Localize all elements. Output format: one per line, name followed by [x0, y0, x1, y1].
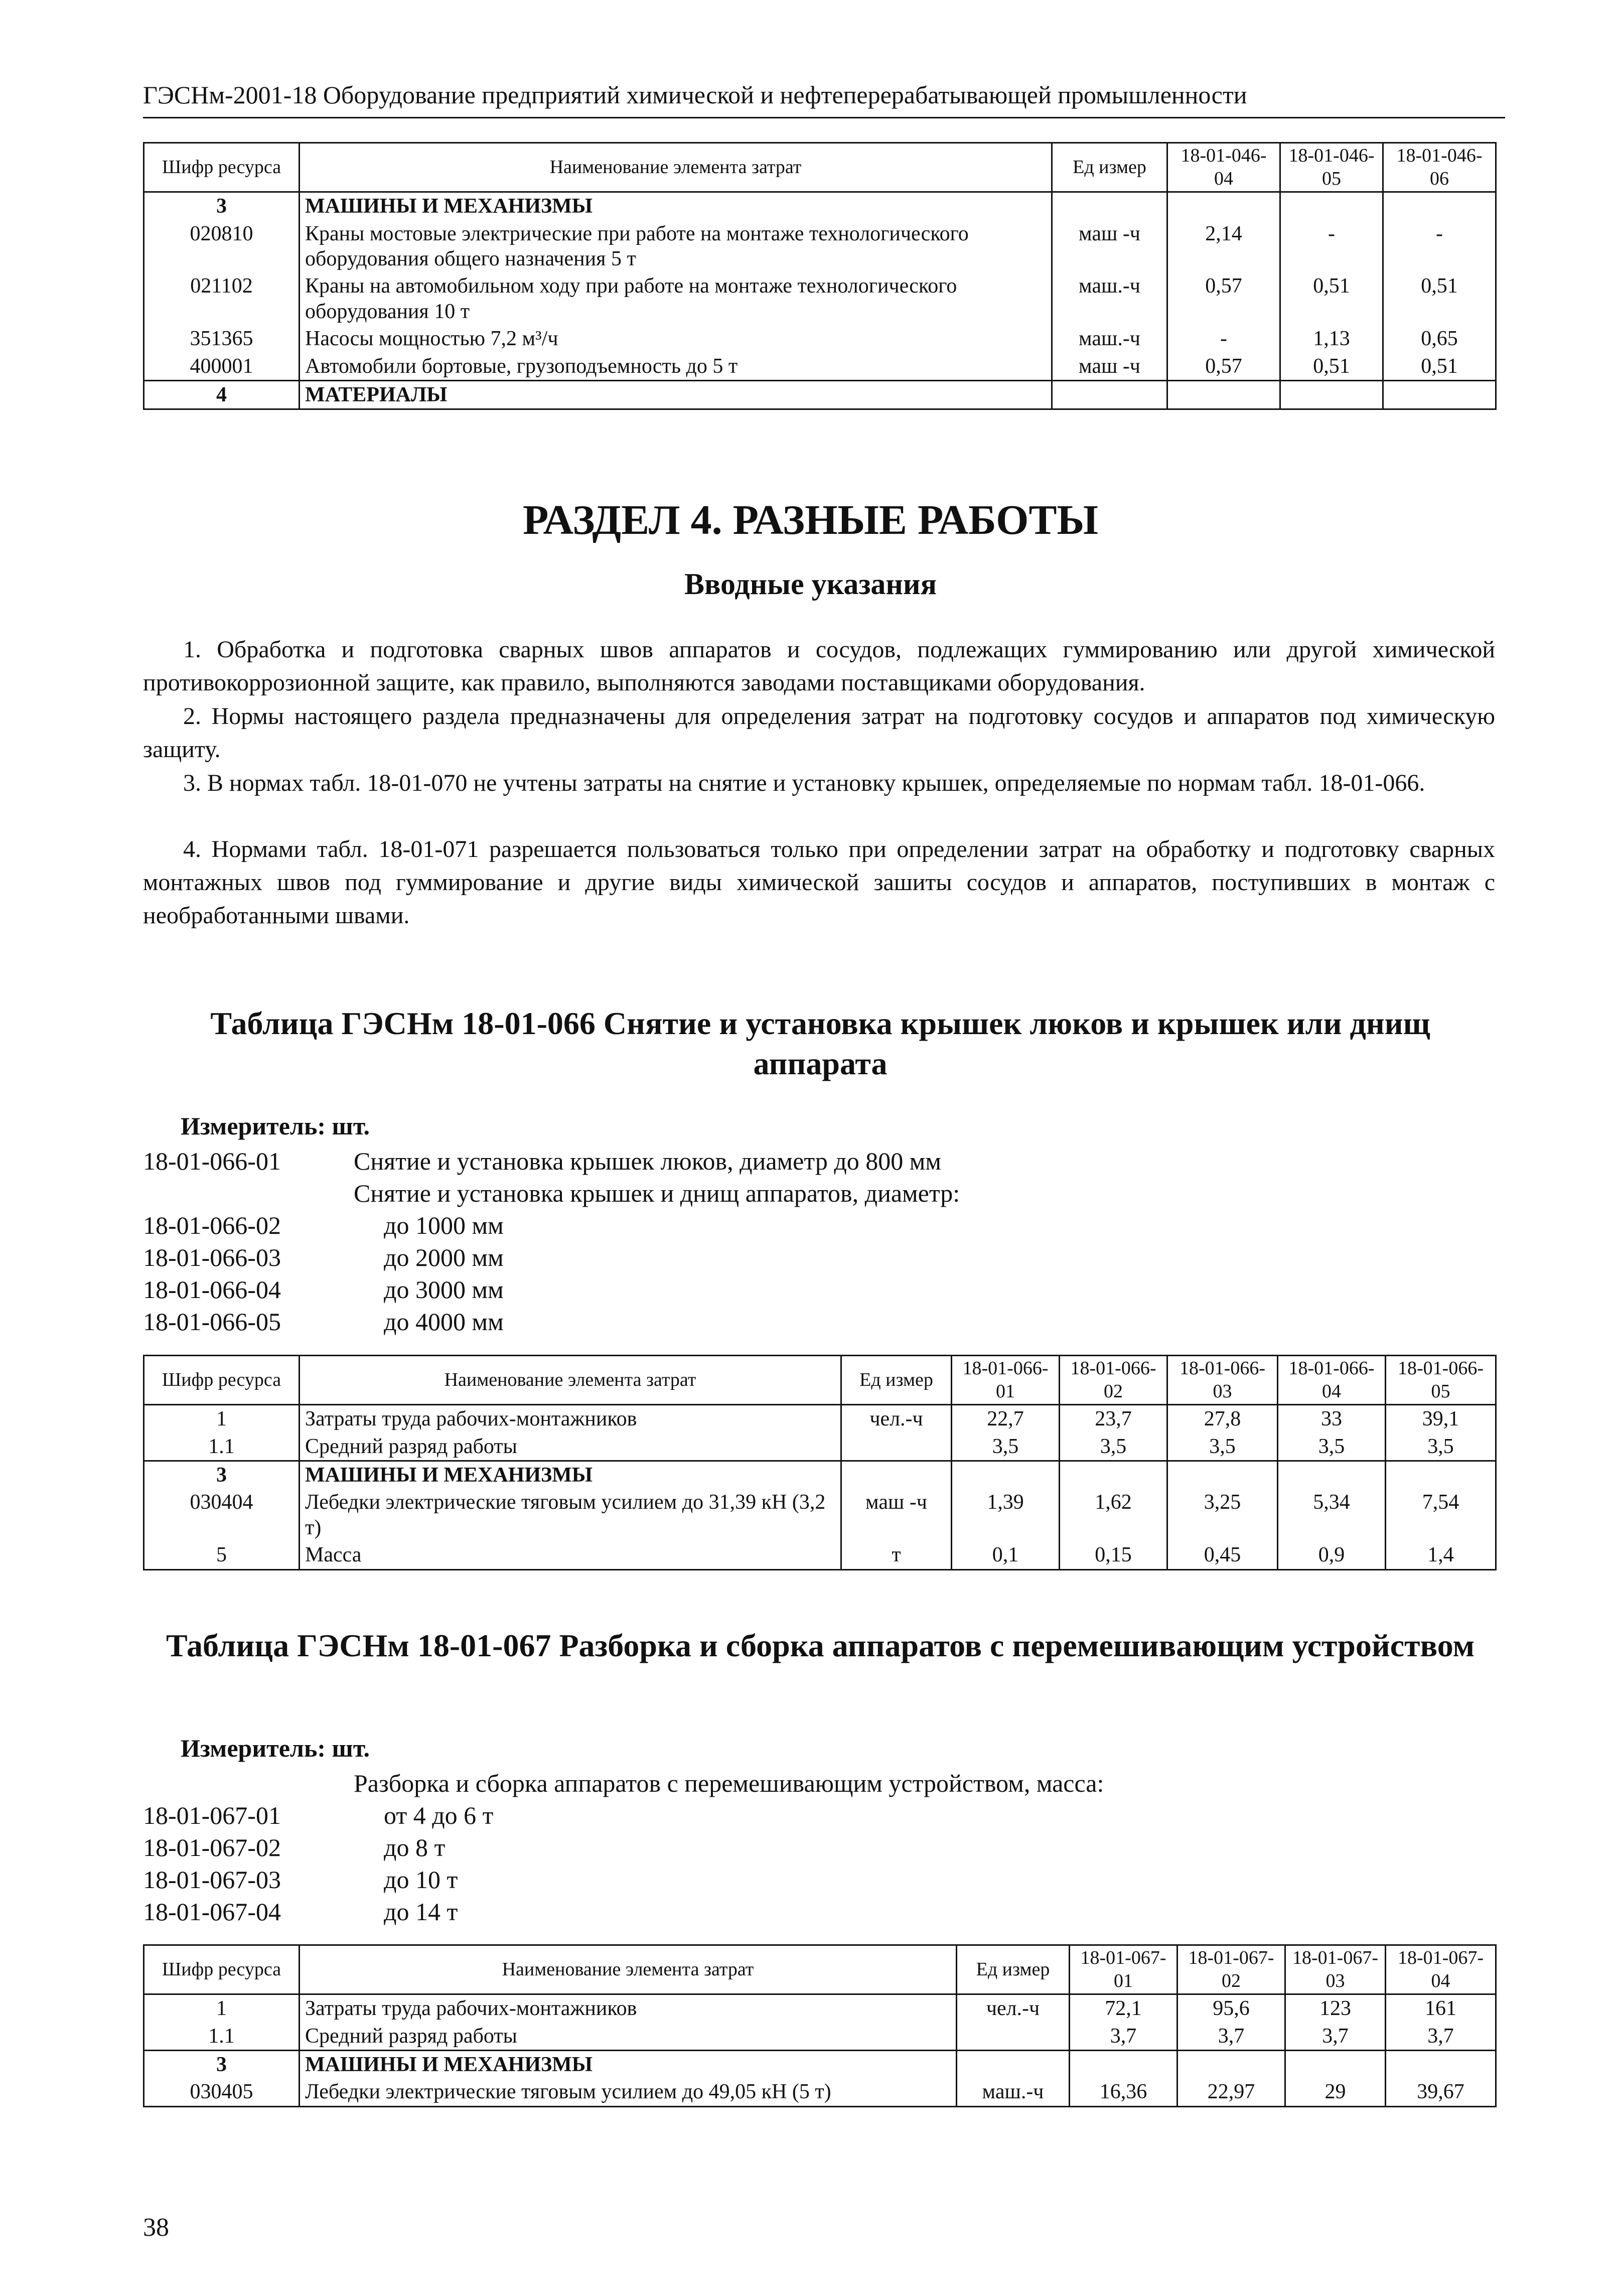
- code-list-item: [143, 1306, 1447, 1338]
- value-cell: 123: [1285, 1994, 1386, 2023]
- value-cell: 3,5: [952, 1433, 1060, 1461]
- value-cell: 0,65: [1383, 325, 1496, 352]
- column-header: Наименование элемента затрат: [300, 1356, 841, 1405]
- value-cell: 0,51: [1280, 353, 1383, 381]
- column-header: 18-01-067-02: [1177, 1945, 1285, 1994]
- value-cell: 0,51: [1383, 353, 1496, 381]
- table-row: [144, 2023, 1496, 2051]
- code-list-item: [143, 1177, 1447, 1209]
- item-text: Снятие и установка крышек и днищ аппаратов, диаметр:: [354, 1179, 960, 1207]
- table-row: [144, 380, 1496, 409]
- value-cell: 3,5: [1060, 1433, 1167, 1461]
- code-list-item: [143, 1831, 1447, 1863]
- column-header: Шифр ресурса: [144, 1356, 300, 1405]
- item-text: до 10 т: [384, 1866, 458, 1894]
- column-header: Наименование элемента затрат: [300, 1945, 957, 1994]
- unit-cell: [1052, 380, 1167, 409]
- value-cell: 1,39: [952, 1489, 1060, 1541]
- value-cell: [1383, 192, 1496, 220]
- column-header: 18-01-066-04: [1278, 1356, 1386, 1405]
- value-cell: 3,7: [1386, 2023, 1496, 2051]
- cost-element-cell: Краны мостовые электрические при работе на монтаже технологического оборудования общего назначения 5 т: [300, 220, 1052, 273]
- value-cell: 22,7: [952, 1405, 1060, 1433]
- value-cell: [1386, 1461, 1496, 1489]
- value-cell: 27,8: [1167, 1405, 1278, 1433]
- cost-element-cell: Лебедки электрические тяговым усилием до 49,05 кН (5 т): [300, 2078, 957, 2106]
- unit-cell: маш.-ч: [1052, 325, 1167, 352]
- value-cell: 3,5: [1278, 1433, 1386, 1461]
- section-subtitle: Вводные указания: [684, 567, 937, 601]
- value-cell: -: [1167, 325, 1280, 352]
- value-cell: 0,9: [1278, 1541, 1386, 1569]
- value-cell: 1,13: [1280, 325, 1383, 352]
- value-cell: 7,54: [1386, 1489, 1496, 1541]
- value-cell: [1280, 380, 1383, 409]
- unit-cell: маш.-ч: [957, 2078, 1070, 2106]
- table-row: [144, 2078, 1496, 2106]
- value-cell: 1,62: [1060, 1489, 1167, 1541]
- table-row: [144, 353, 1496, 381]
- column-header: Шифр ресурса: [144, 143, 300, 192]
- value-cell: -: [1280, 220, 1383, 273]
- item-text: Разборка и сборка аппаратов с перемешивающим устройством, масса:: [354, 1769, 1104, 1797]
- item-text: до 8 т: [384, 1833, 446, 1861]
- column-header: 18-01-046-06: [1383, 143, 1496, 192]
- item-code: 18-01-066-05: [143, 1308, 281, 1336]
- column-header: 18-01-066-01: [952, 1356, 1060, 1405]
- table-046: [143, 142, 1497, 410]
- value-cell: 23,7: [1060, 1405, 1167, 1433]
- table-header-row: [144, 1356, 1496, 1405]
- item-code: 18-01-066-04: [143, 1275, 281, 1304]
- item-code: 18-01-067-04: [143, 1898, 281, 1926]
- value-cell: 2,14: [1167, 220, 1280, 273]
- value-cell: 161: [1386, 1994, 1496, 2023]
- column-header: 18-01-066-05: [1386, 1356, 1496, 1405]
- value-cell: 3,5: [1167, 1433, 1278, 1461]
- value-cell: 29: [1285, 2078, 1386, 2106]
- cost-element-cell: МАШИНЫ И МЕХАНИЗМЫ: [300, 2050, 957, 2078]
- intro-paragraph-3: 3. В нормах табл. 18-01-070 не учтены затраты на снятие и установку крышек, определяемые по нормам табл. 18-01-066.: [183, 770, 1425, 796]
- column-header: 18-01-066-03: [1167, 1356, 1278, 1405]
- resource-code-cell: 1: [144, 1994, 300, 2023]
- value-cell: [1386, 2050, 1496, 2078]
- cost-element-cell: Затраты труда рабочих-монтажников: [300, 1405, 841, 1433]
- unit-cell: т: [841, 1541, 952, 1569]
- table-row: [144, 272, 1496, 325]
- cost-element-cell: Средний разряд работы: [300, 1433, 841, 1461]
- item-code: 18-01-066-02: [143, 1211, 281, 1239]
- code-list-item: [143, 1241, 1447, 1273]
- code-list-item: [143, 1799, 1447, 1831]
- value-cell: 39,1: [1386, 1405, 1496, 1433]
- cost-element-cell: Лебедки электрические тяговым усилием до 31,39 кН (3,2 т): [300, 1489, 841, 1541]
- column-header: 18-01-067-01: [1070, 1945, 1177, 1994]
- unit-cell: маш -ч: [1052, 353, 1167, 381]
- column-header: Ед измер: [1052, 143, 1167, 192]
- unit-cell: маш -ч: [1052, 220, 1167, 273]
- header-rule: [143, 117, 1505, 118]
- cost-element-cell: Автомобили бортовые, грузоподъемность до 5 т: [300, 353, 1052, 381]
- value-cell: [1285, 2050, 1386, 2078]
- value-cell: 22,97: [1177, 2078, 1285, 2106]
- table-067: [143, 1944, 1497, 2107]
- item-text: до 1000 мм: [384, 1211, 504, 1239]
- item-text: от 4 до 6 т: [384, 1801, 494, 1829]
- table-066-title: Таблица ГЭСНм 18-01-066 Снятие и установка крышек люков и крышек или днищ аппарата: [210, 1006, 1430, 1081]
- resource-code-cell: 1: [144, 1405, 300, 1433]
- column-header: 18-01-046-05: [1280, 143, 1383, 192]
- value-cell: 3,7: [1177, 2023, 1285, 2051]
- measure-label: Измеритель:: [181, 1734, 326, 1762]
- resource-code-cell: 351365: [144, 325, 300, 352]
- item-code: 18-01-067-02: [143, 1833, 281, 1861]
- cost-element-cell: Насосы мощностью 7,2 м³/ч: [300, 325, 1052, 352]
- cost-element-cell: Масса: [300, 1541, 841, 1569]
- value-cell: 3,25: [1167, 1489, 1278, 1541]
- table-row: [144, 192, 1496, 220]
- value-cell: [1060, 1461, 1167, 1489]
- value-cell: 0,15: [1060, 1541, 1167, 1569]
- value-cell: 0,1: [952, 1541, 1060, 1569]
- value-cell: 95,6: [1177, 1994, 1285, 2023]
- column-header: Ед измер: [841, 1356, 952, 1405]
- value-cell: 0,51: [1280, 272, 1383, 325]
- value-cell: 3,7: [1070, 2023, 1177, 2051]
- table-row: [144, 1461, 1496, 1489]
- value-cell: 39,67: [1386, 2078, 1496, 2106]
- value-cell: -: [1383, 220, 1496, 273]
- running-header: ГЭСНм-2001-18 Оборудование предприятий химической и нефтеперерабатывающей промышленности: [143, 81, 1247, 109]
- value-cell: [1383, 380, 1496, 409]
- value-cell: 0,51: [1383, 272, 1496, 325]
- unit-cell: чел.-ч: [841, 1405, 952, 1433]
- measure-value: шт.: [332, 1112, 370, 1140]
- value-cell: [1167, 380, 1280, 409]
- column-header: 18-01-066-02: [1060, 1356, 1167, 1405]
- table-row: [144, 1489, 1496, 1541]
- item-code: 18-01-067-01: [143, 1801, 281, 1829]
- code-list-item: [143, 1145, 1447, 1177]
- measure-value: шт.: [332, 1734, 370, 1762]
- cost-element-cell: Затраты труда рабочих-монтажников: [300, 1994, 957, 2023]
- item-text: до 14 т: [384, 1898, 458, 1926]
- table-row: [144, 1405, 1496, 1433]
- table-066: [143, 1355, 1497, 1570]
- cost-element-cell: Краны на автомобильном ходу при работе на монтаже технологического оборудования 10 т: [300, 272, 1052, 325]
- value-cell: [1280, 192, 1383, 220]
- value-cell: [1177, 2050, 1285, 2078]
- item-text: до 3000 мм: [384, 1275, 504, 1304]
- table-row: [144, 1433, 1496, 1461]
- table-header-row: [144, 1945, 1496, 1994]
- unit-cell: [957, 2050, 1070, 2078]
- resource-code-cell: 5: [144, 1541, 300, 1569]
- value-cell: 1,4: [1386, 1541, 1496, 1569]
- code-list-item: [143, 1863, 1447, 1896]
- resource-code-cell: 3: [144, 192, 300, 220]
- resource-code-cell: 1.1: [144, 1433, 300, 1461]
- table-067-measure: [181, 1734, 370, 1763]
- value-cell: 0,45: [1167, 1541, 1278, 1569]
- unit-cell: чел.-ч: [957, 1994, 1070, 2023]
- table-row: [144, 1994, 1496, 2023]
- table-066-measure: [181, 1111, 370, 1140]
- table-header-row: [144, 143, 1496, 192]
- table-row: [144, 2050, 1496, 2078]
- table-row: [144, 1541, 1496, 1569]
- value-cell: 33: [1278, 1405, 1386, 1433]
- value-cell: 3,7: [1285, 2023, 1386, 2051]
- item-code: 18-01-067-03: [143, 1866, 281, 1894]
- code-list-item: [143, 1209, 1447, 1241]
- cost-element-cell: МАШИНЫ И МЕХАНИЗМЫ: [300, 192, 1052, 220]
- value-cell: [1167, 1461, 1278, 1489]
- item-text: Снятие и установка крышек люков, диаметр до 800 мм: [354, 1147, 942, 1175]
- unit-cell: [957, 2023, 1070, 2051]
- resource-code-cell: 1.1: [144, 2023, 300, 2051]
- cost-element-cell: МАШИНЫ И МЕХАНИЗМЫ: [300, 1461, 841, 1489]
- column-header: 18-01-067-03: [1285, 1945, 1386, 1994]
- table-067-code-list: [143, 1767, 1447, 1928]
- code-list-item: [143, 1767, 1447, 1799]
- unit-cell: [1052, 192, 1167, 220]
- table-row: [144, 325, 1496, 352]
- column-header: Ед измер: [957, 1945, 1070, 1994]
- value-cell: 16,36: [1070, 2078, 1177, 2106]
- item-code: 18-01-066-01: [143, 1147, 281, 1175]
- resource-code-cell: 3: [144, 1461, 300, 1489]
- item-code: 18-01-066-03: [143, 1243, 281, 1271]
- value-cell: 0,57: [1167, 353, 1280, 381]
- unit-cell: маш -ч: [841, 1489, 952, 1541]
- value-cell: [1278, 1461, 1386, 1489]
- column-header: Шифр ресурса: [144, 1945, 300, 1994]
- resource-code-cell: 4: [144, 380, 300, 409]
- column-header: 18-01-046-04: [1167, 143, 1280, 192]
- value-cell: 0,57: [1167, 272, 1280, 325]
- value-cell: [952, 1461, 1060, 1489]
- unit-cell: [841, 1461, 952, 1489]
- code-list-item: [143, 1896, 1447, 1928]
- cost-element-cell: Средний разряд работы: [300, 2023, 957, 2051]
- resource-code-cell: 021102: [144, 272, 300, 325]
- value-cell: [1070, 2050, 1177, 2078]
- intro-paragraph-2: 2. Нормы настоящего раздела предназначены для определения затрат на подготовку сосудов и аппаратов под химическую защиту.: [143, 703, 1495, 763]
- column-header: Наименование элемента затрат: [300, 143, 1052, 192]
- cost-element-cell: МАТЕРИАЛЫ: [300, 380, 1052, 409]
- resource-code-cell: 030404: [144, 1489, 300, 1541]
- code-list-item: [143, 1273, 1447, 1306]
- table-066-code-list: [143, 1145, 1447, 1338]
- table-row: [144, 220, 1496, 273]
- intro-paragraph-4: 4. Нормами табл. 18-01-071 разрешается пользоваться только при определении затрат на обработку и подготовку сварных монтажных швов под гуммирование и другие виды химической зашиты сосудов и аппаратов, поступивших в монтаж с необработанными швами.: [143, 836, 1495, 929]
- item-text: до 2000 мм: [384, 1243, 504, 1271]
- measure-label: Измеритель:: [181, 1112, 326, 1140]
- resource-code-cell: 020810: [144, 220, 300, 273]
- intro-paragraph-1: 1. Обработка и подготовка сварных швов аппаратов и сосудов, подлежащих гуммированию или другой химической противокоррозионной защите, как правило, выполняются заводами поставщиками оборудования.: [143, 636, 1495, 696]
- column-header: 18-01-067-04: [1386, 1945, 1496, 1994]
- item-text: до 4000 мм: [384, 1308, 504, 1336]
- unit-cell: [841, 1433, 952, 1461]
- resource-code-cell: 400001: [144, 353, 300, 381]
- value-cell: 72,1: [1070, 1994, 1177, 2023]
- resource-code-cell: 3: [144, 2050, 300, 2078]
- page-number: 38: [143, 2213, 169, 2242]
- resource-code-cell: 030405: [144, 2078, 300, 2106]
- unit-cell: маш.-ч: [1052, 272, 1167, 325]
- table-067-title: Таблица ГЭСНм 18-01-067 Разборка и сборка аппаратов с перемешивающим устройством: [166, 1628, 1475, 1663]
- value-cell: [1167, 192, 1280, 220]
- value-cell: 5,34: [1278, 1489, 1386, 1541]
- value-cell: 3,5: [1386, 1433, 1496, 1461]
- section-title: РАЗДЕЛ 4. РАЗНЫЕ РАБОТЫ: [522, 497, 1098, 543]
